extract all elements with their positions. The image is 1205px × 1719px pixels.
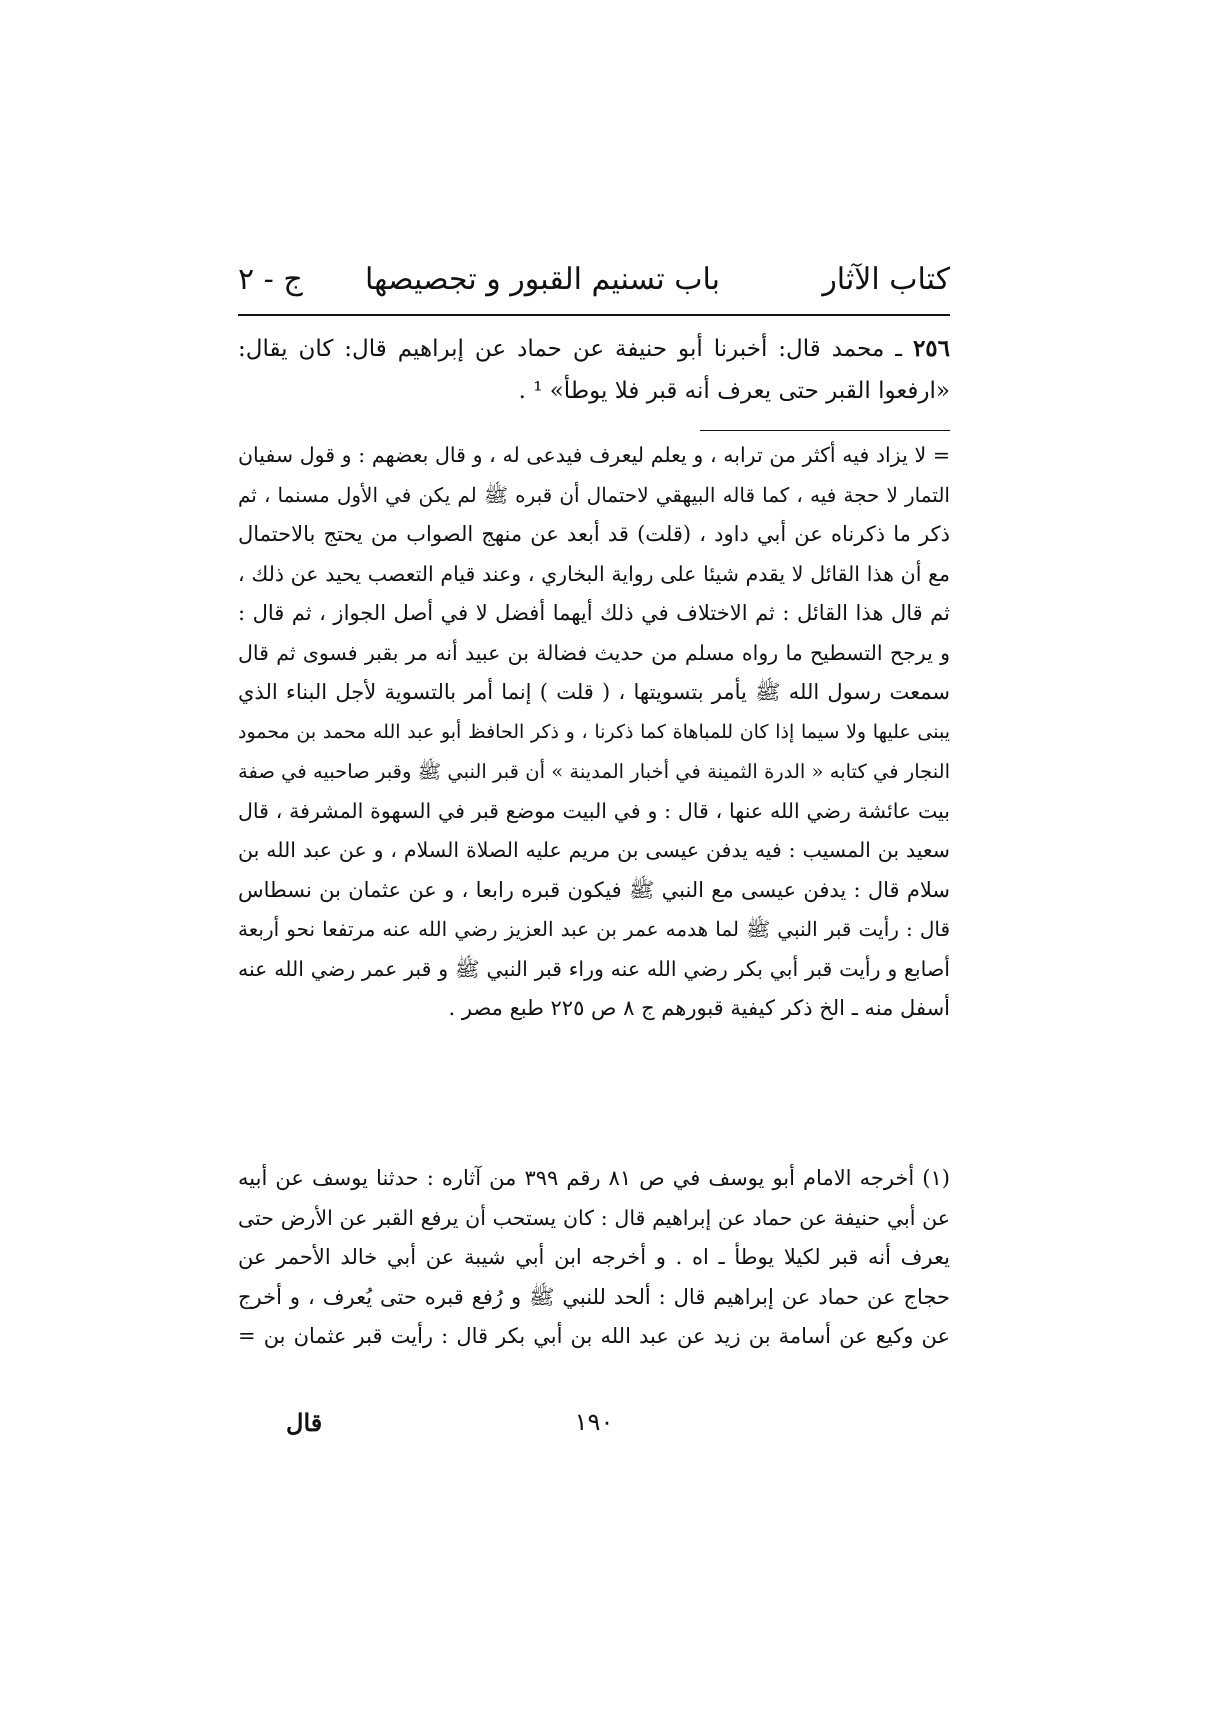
commentary-line: ذكر ما ذكرناه عن أبي داود ، (قلت) قد أبعد عن منهج الصواب من يحتج بالاحتمال xyxy=(238,522,950,546)
commentary-line: قال : رأيت قبر النبي ﷺ لما هدمه عمر بن عبد العزيز رضي الله عنه مرتفعا نحو أربعة xyxy=(238,917,950,941)
footnote-line: عن وكيع عن أسامة بن زيد عن عبد الله بن أبي بكر قال : رأيت قبر عثمان بن = xyxy=(238,1324,950,1348)
catchword: قال xyxy=(286,1408,323,1437)
footnote-line: (١) أخرجه الامام أبو يوسف في ص ٨١ رقم ٣٩٩ من آثاره : حدثنا يوسف عن أبيه xyxy=(238,1166,950,1190)
volume-label: ج - ٢ xyxy=(238,262,303,297)
commentary-line: النجار في كتابه « الدرة الثمينة في أخبار المدينة » أن قبر النبي ﷺ وقبر صاحبيه في صفة xyxy=(238,760,950,783)
footnote-line: يعرف أنه قبر لكيلا يوطأ ـ اه . و أخرجه ابن أبي شيبة عن أبي خالد الأحمر عن xyxy=(238,1245,950,1269)
page-footer xyxy=(238,1408,950,1448)
commentary-line: = لا يزاد فيه أكثر من ترابه ، و يعلم ليعرف فيدعى له ، و قال بعضهم : و قول سفيان xyxy=(238,443,950,467)
page-number: ١٩٠ xyxy=(574,1408,614,1436)
header-rule xyxy=(238,314,950,316)
footnote-line: حجاج عن حماد عن إبراهيم قال : ألحد للنبي ﷺ و رُفع قبره حتى يُعرف ، و أخرج xyxy=(238,1284,950,1309)
commentary-line: سلام قال : يدفن عيسى مع النبي ﷺ فيكون قبره رابعا ، و عن عثمان بن نسطاس xyxy=(238,877,950,902)
footnote-rule xyxy=(700,430,950,431)
hadith-number: ٢٥٦ xyxy=(912,335,950,362)
commentary-line: أسفل منه ـ الخ ذكر كيفية قبورهم ج ٨ ص ٢٢٥ طبع مصر . xyxy=(448,996,950,1020)
commentary-line: ثم قال هذا القائل : ثم الاختلاف في ذلك أيهما أفضل لا في أصل الجواز ، ثم قال : xyxy=(238,601,950,625)
commentary-line: بيت عائشة رضي الله عنها ، قال : و في البيت موضع قبر في السهوة المشرفة ، قال xyxy=(238,798,950,823)
hadith-text xyxy=(238,328,950,412)
commentary-line: مع أن هذا القائل لا يقدم شيئا على رواية البخاري ، وعند قيام التعصب يحيد عن ذلك ، xyxy=(238,561,950,586)
hadith-body: ـ محمد قال: أخبرنا أبو حنيفة عن حماد عن إبراهيم قال: كان يقال: «ارفعوا القبر حتى يعرف أنه قبر فلا يوطأ» ¹ . xyxy=(238,336,950,404)
source-footnote xyxy=(238,1159,950,1357)
commentary-line: يبنى عليها ولا سيما إذا كان للمباهاة كما ذكرنا ، و ذكر الحافظ أبو عبد الله محمد بن محمود xyxy=(238,720,950,743)
commentary-line: سمعت رسول الله ﷺ يأمر بتسويتها ، ( قلت ) إنما أمر بالتسوية لأجل البناء الذي xyxy=(238,680,950,704)
chapter-title: باب تسنيم القبور و تجصيصها xyxy=(364,262,720,297)
running-header xyxy=(238,258,950,308)
footnote-line: عن أبي حنيفة عن حماد عن إبراهيم قال : كان يستحب أن يرفع القبر عن الأرض حتى xyxy=(238,1205,950,1230)
commentary-line: التمار لا حجة فيه ، كما قاله البيهقي لاحتمال أن قبره ﷺ لم يكن في الأول مسنما ، ثم xyxy=(238,482,950,507)
commentary-footnote xyxy=(238,436,950,1029)
commentary-line: و يرجح التسطيح ما رواه مسلم من حديث فضالة بن عبيد أنه مر بقبر فسوى ثم قال xyxy=(238,640,950,665)
commentary-line: أصابع و رأيت قبر أبي بكر رضي الله عنه وراء قبر النبي ﷺ و قبر عمر رضي الله عنه xyxy=(238,956,950,981)
book-title: كتاب الآثار xyxy=(822,262,950,297)
commentary-line: سعيد بن المسيب : فيه يدفن عيسى بن مريم عليه الصلاة السلام ، و عن عبد الله بن xyxy=(238,838,950,862)
